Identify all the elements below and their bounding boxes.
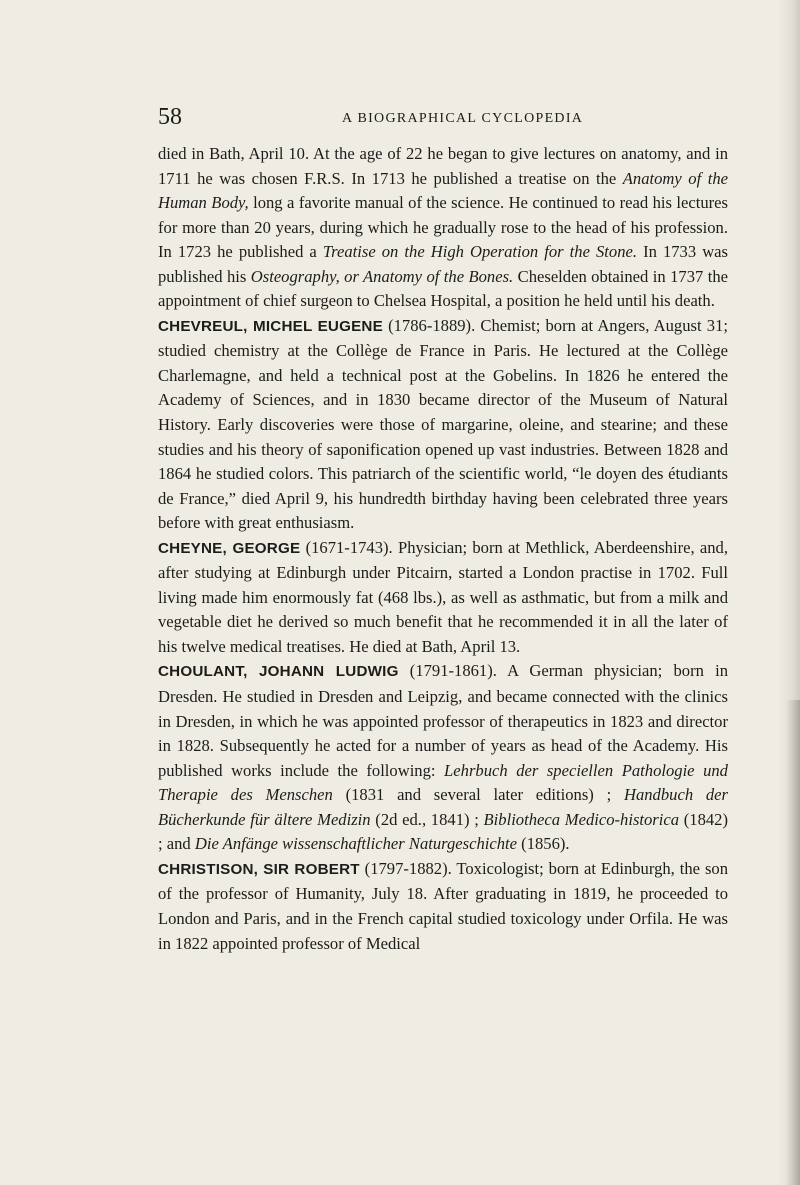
book-title: Die Anfänge wissenschaftlicher Naturgeschichte xyxy=(194,834,518,854)
book-title: Treatise on the High Operation for the Stone. xyxy=(322,242,638,262)
entry-body: (1671-1743). Physician; born at Methlick, Aberdeenshire, and, after studying at Edinburgh under Pitcairn, started a London practise in 1702. Full living made him enormously fat (468 lbs.), as well as asthmatic, but from a milk and vegetable diet he derived so much benefit that he recommended it in all the later of his twelve medical treatises. He died at Bath, April 13. xyxy=(158,537,728,656)
page-number: 58 xyxy=(158,104,182,130)
running-head: A BIOGRAPHICAL CYCLOPEDIA xyxy=(342,111,584,126)
entry-name: CHEVREUL, MICHEL EUGENE xyxy=(158,317,383,335)
entry-christison xyxy=(158,857,728,956)
page-body xyxy=(158,142,728,956)
book-title: Lehrbuch der speciellen Pathologie und Therapie des Menschen xyxy=(158,760,728,805)
entry-body: (1786-1889). Chemist; born at Angers, August 31; studied chemistry at the Collège de France in Paris. He lectured at the Collège Charlemagne, and held a technical post at the Gobelins. In 1826 he entered the Academy of Sciences, and in 1830 became director of the Museum of Natural History. Early discoveries were those of margarine, oleine, and stearine; and these studies and his theory of saponification opened up vast industries. Between 1828 and 1864 he studied colors. This patriarch of the scientific world, “le doyen des étudiants de France,” died April 9, his hundredth birthday having been celebrated three years before with great enthusiasm. xyxy=(158,315,728,533)
book-title: Bibliotheca Medico-historica xyxy=(483,809,680,829)
book-title: Handbuch der Bücherkunde für ältere Medizin xyxy=(158,785,728,829)
page-edge-shadow-lower xyxy=(786,700,800,1185)
entry-name: CHEYNE, GEORGE xyxy=(158,539,301,557)
entry-name: CHRISTISON, SIR ROBERT xyxy=(158,860,360,878)
book-title: Osteography, or Anatomy of the Bones. xyxy=(250,266,514,286)
book-title: Anatomy of the Human Body, xyxy=(158,168,728,213)
entry-name: CHOULANT, JOHANN LUDWIG xyxy=(158,663,399,681)
entry-cheyne xyxy=(158,536,728,660)
entry-chevreul xyxy=(158,314,728,536)
entry-cheselden-continuation: died in Bath, April 10. At the age of 22 he began to give lectures on anatomy, and in 1711 he was chosen F.R.S. In 1713 he published a treatise on the Anatomy of the Human Body, long a favorite manual of the science. He continued to read his lectures for more than 20 years, during which he gradually rose to the head of his profession. In 1723 he published a Treatise on the High Operation for the Stone. In 1733 was published his Osteography, or Anatomy of the Bones. Cheselden obtained in 1737 the appointment of chief surgeon to Chelsea Hospital, a position he held until his death. xyxy=(158,144,728,311)
entry-choulant: CHOULANT, JOHANN LUDWIG (1791-1861). A German physician; born in Dresden. He studied in Dresden and Leipzig, and became connected with the clinics in Dresden, in which he was appointed professor of therapeutics in 1823 and director in 1828. Subsequently he acted for a number of years as head of the Academy. His published works include the following: Lehrbuch der speciellen Pathologie und Therapie des Menschen (1831 and several later editions) ; Handbuch der Bücherkunde für ältere Medizin (2d ed., 1841) ; Bibliotheca Medico-historica (1842) ; and Die Anfänge wissenschaftlicher Naturgeschichte (1856). xyxy=(158,661,728,854)
page-header xyxy=(158,103,718,131)
entry-body: (1797-1882). Toxicologist; born at Edinburgh, the son of the professor of Humanity, July 18. After graduating in 1819, he proceeded to London and Paris, and in the French capital studied toxicology under Orfila. He was in 1822 appointed professor of Medical xyxy=(158,858,728,953)
